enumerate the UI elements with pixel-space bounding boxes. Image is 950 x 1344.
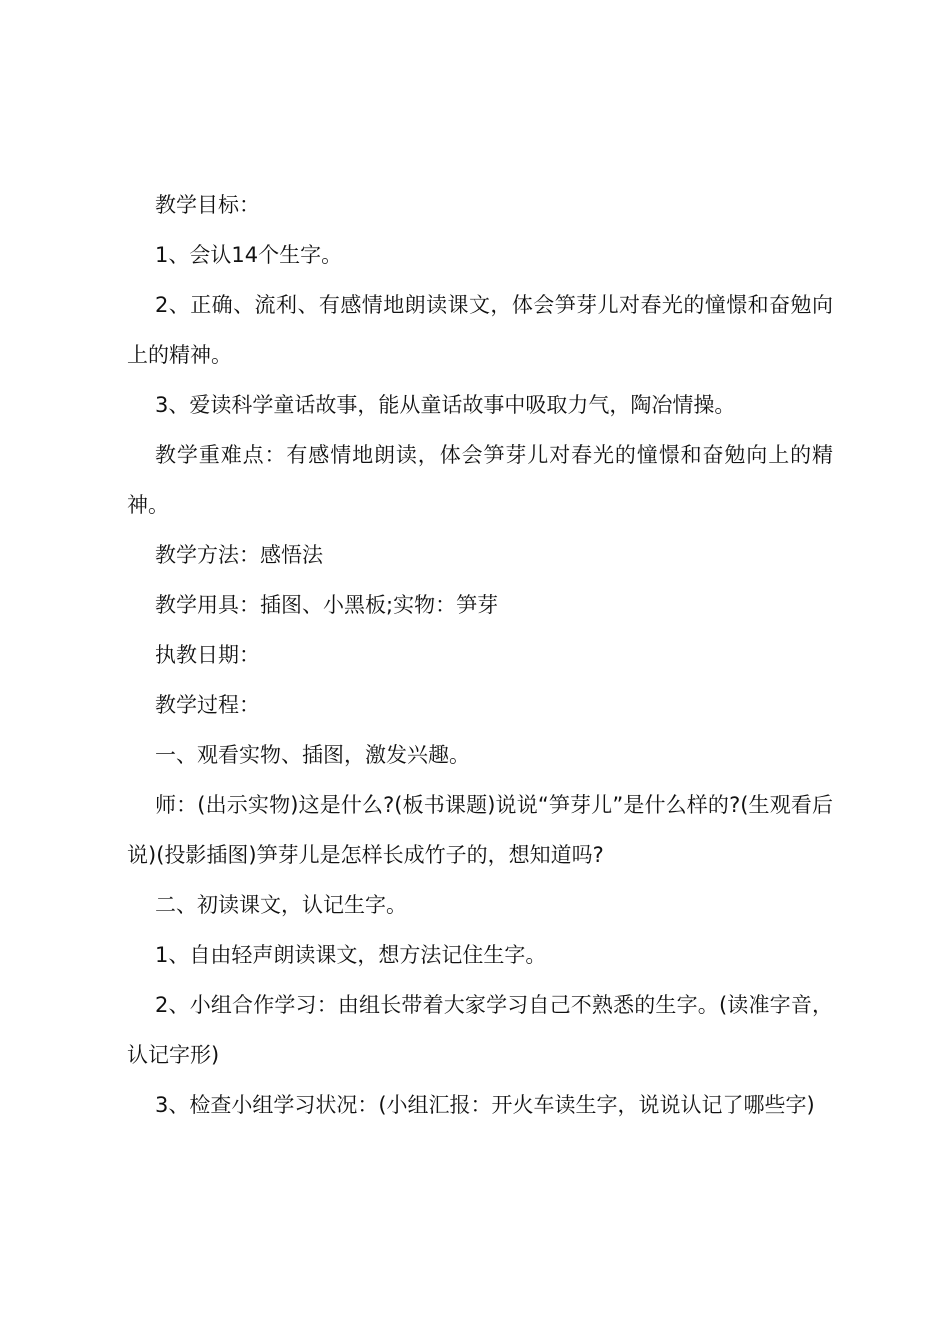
paragraph-goal-2: 2、正确、流利、有感情地朗读课文，体会笋芽儿对春光的憧憬和奋勉向上的精神。 [127,293,833,367]
paragraph-key-difficulties: 教学重难点：有感情地朗读，体会笋芽儿对春光的憧憬和奋勉向上的精神。 [127,443,833,517]
paragraph-section-1-heading: 一、观看实物、插图，激发兴趣。 [155,743,470,767]
paragraph-teacher-dialogue: 师：(出示实物)这是什么?(板书课题)说说“笋芽儿”是什么样的?(生观看后说)(投影插图)笋芽儿是怎样长成竹子的，想知道吗? [127,793,833,867]
paragraph-step-3: 3、检查小组学习状况：(小组汇报：开火车读生字，说说认记了哪些字) [155,1093,815,1117]
paragraph-goal-3: 3、爱读科学童话故事，能从童话故事中吸取力气，陶冶情操。 [155,393,736,417]
paragraph-goal-1: 1、会认14个生字。 [155,243,343,267]
paragraph-teaching-process-heading: 教学过程： [155,693,260,717]
paragraph-section-2-heading: 二、初读课文，认记生字。 [155,893,407,917]
paragraph-teaching-tools: 教学用具：插图、小黑板;实物：笋芽 [155,593,499,617]
document-page [127,180,833,1130]
paragraph-step-1: 1、自由轻声朗读课文，想方法记住生字。 [155,943,547,967]
paragraph-teaching-goals-heading: 教学目标： [155,193,260,217]
paragraph-step-2: 2、小组合作学习：由组长带着大家学习自己不熟悉的生字。(读准字音，认记字形) [127,993,833,1067]
paragraph-teaching-date: 执教日期： [155,643,260,667]
paragraph-teaching-method: 教学方法：感悟法 [155,543,323,567]
